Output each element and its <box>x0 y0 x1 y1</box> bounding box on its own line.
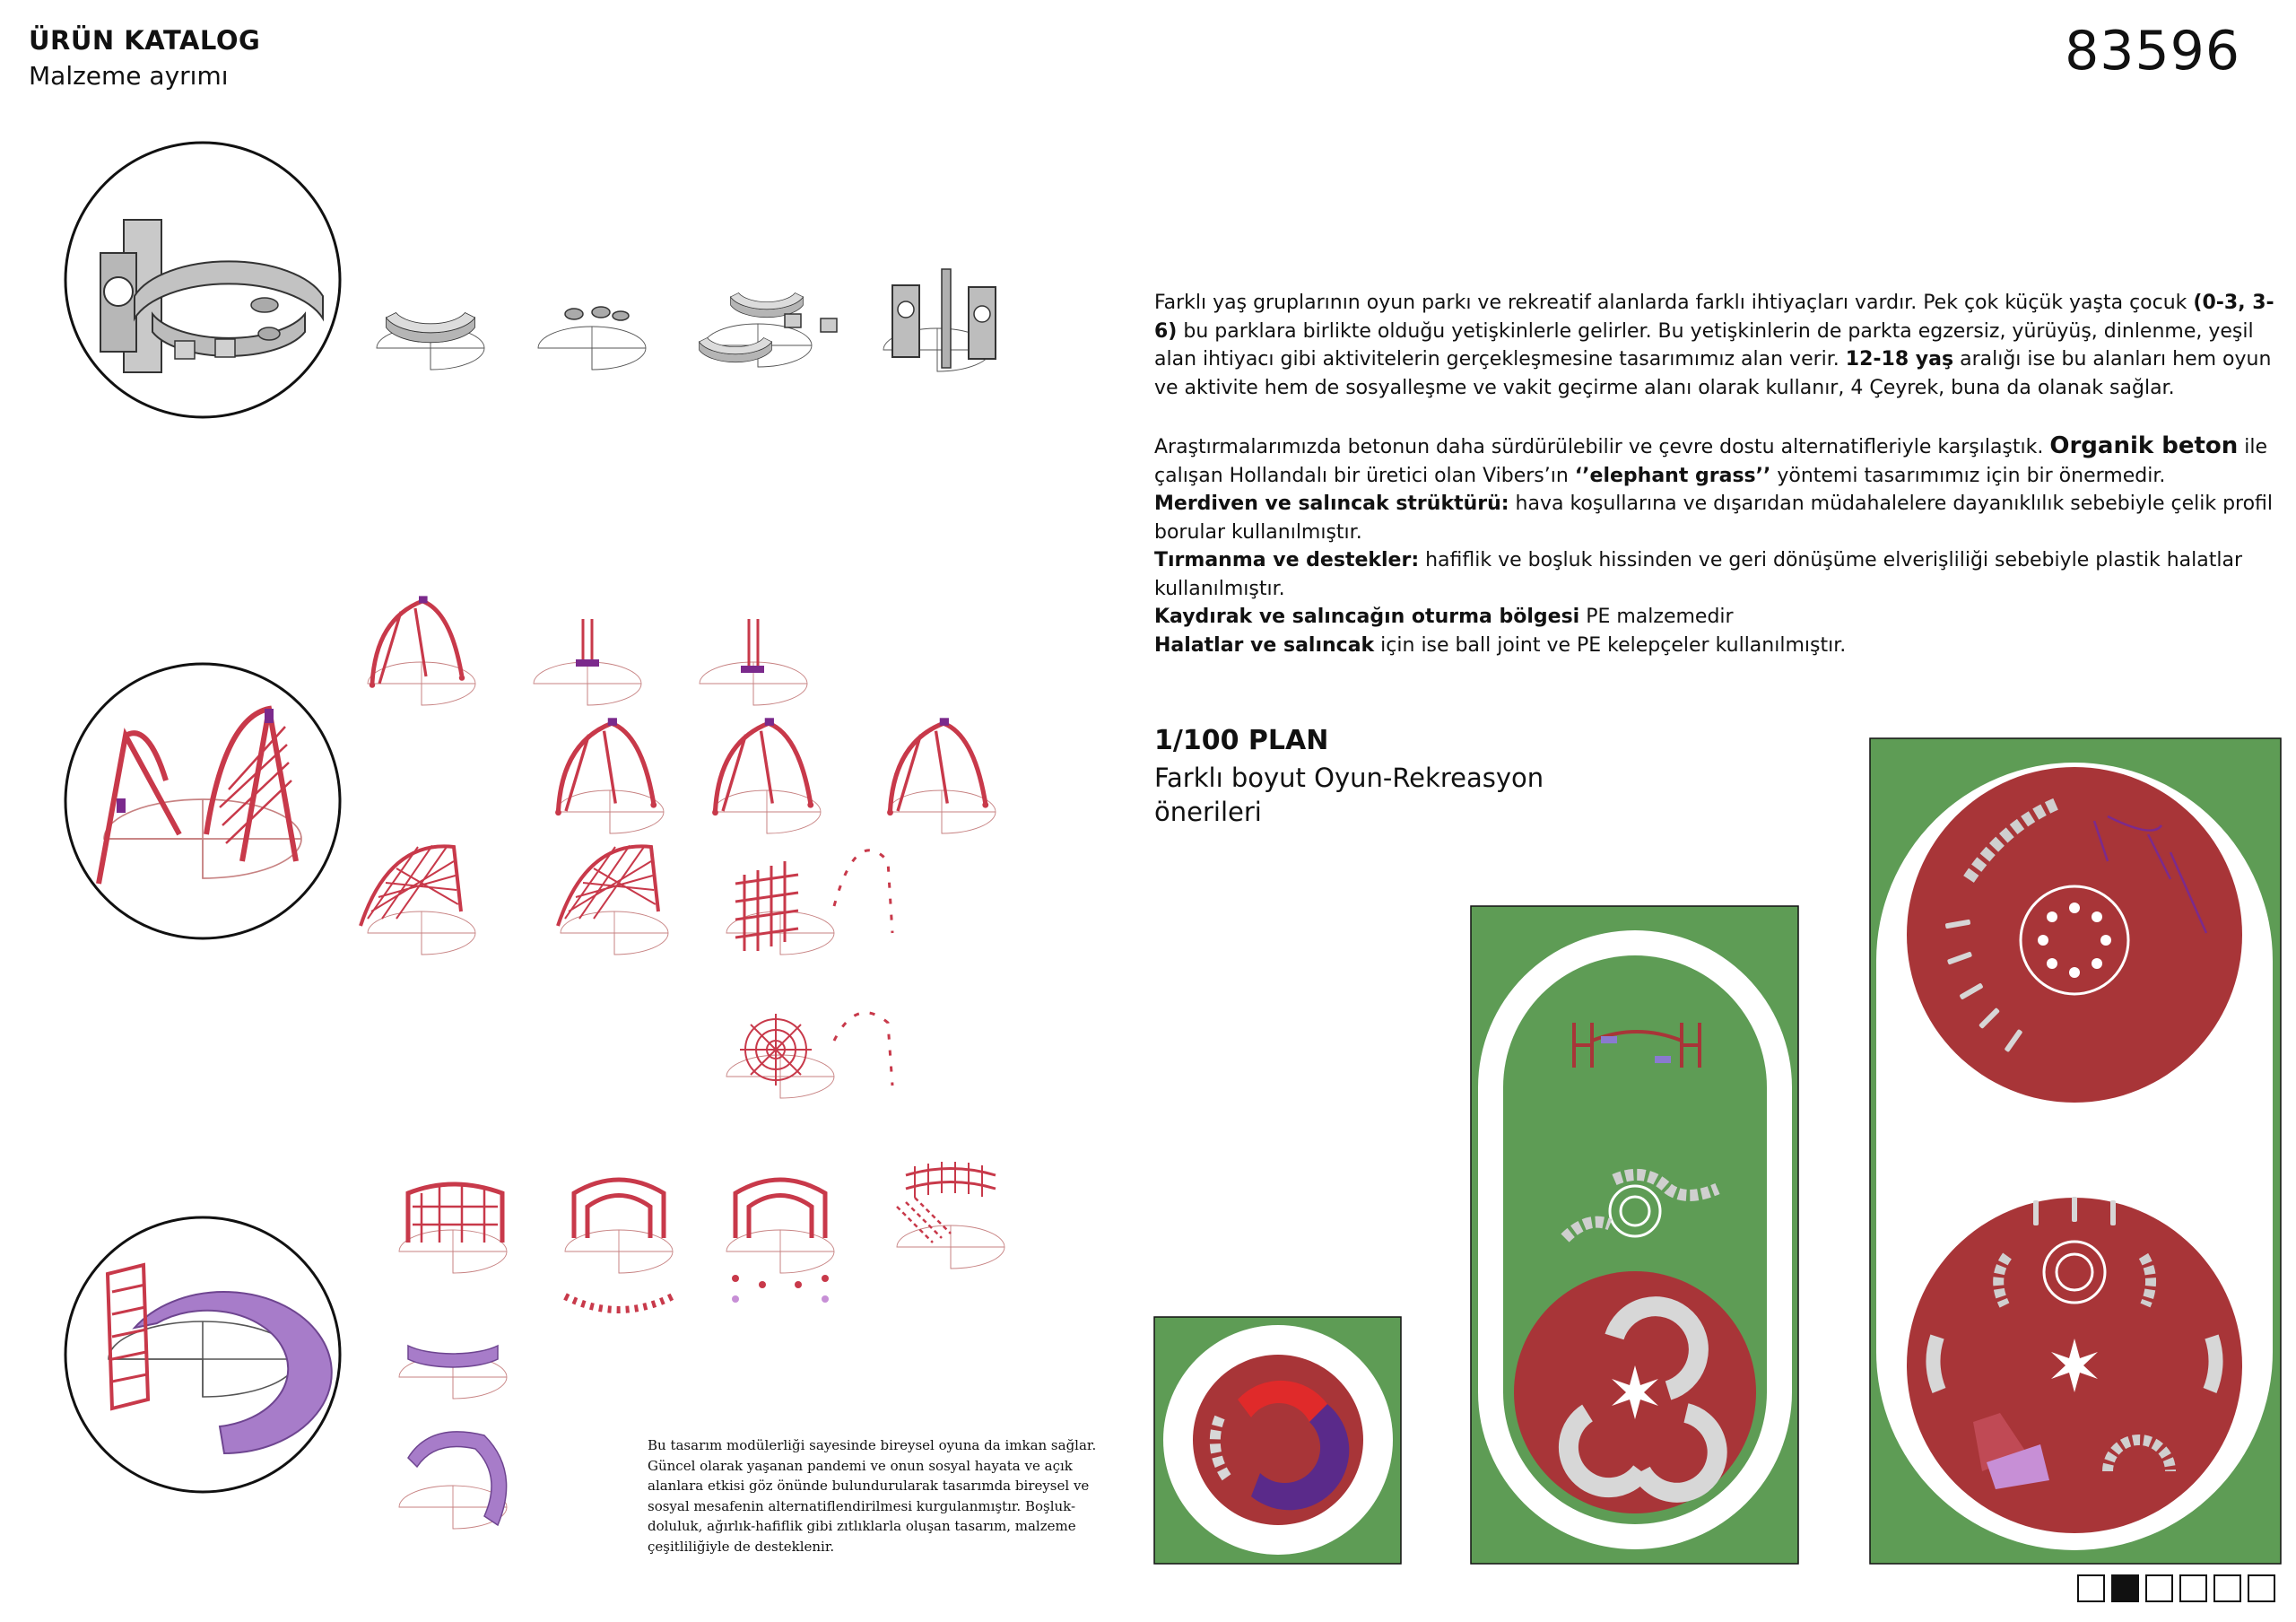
plan-large <box>1870 738 2281 1564</box>
page-box-6[interactable] <box>2248 1574 2275 1602</box>
steel-structure-group <box>65 596 996 1098</box>
intro-paragraph: Farklı yaş gruplarının oyun parkı ve rekreatif alanlarda farklı ihtiyaçları vardır. Pek çok küçük yaşta çocuk (0-3, 3-6) bu parklara birlikte olduğu yetişkinlerle gelirler. Bu yetişkinlerin de parkta egzersiz, yürüyüş, dinlenme, yeşil alan ihtiyacı gibi aktivitelerin gerçekleşmesine tasarımımız alan verir. 12-18 yaş aralığı ise bu alanları hem oyun ve aktivite hem de sosyalleşme ve vakit geçirme alanı olarak kullanır, 4 Çeyrek, buna da olanak sağlar. <box>1154 292 2274 399</box>
plan-subtitle: Farklı boyut Oyun-Rekreasyon önerileri <box>1154 763 1544 827</box>
sheet-number: 83596 <box>2065 20 2240 83</box>
plan-small <box>1154 1317 1401 1564</box>
modularity-note: Bu tasarım modülerliği sayesinde bireysel oyuna da imkan sağlar. Güncel olarak yaşanan pandemi ve onun sosyal hayata ve açık alanlara etkisi göz önünde bulundurularak tasarımda bireysel ve sosyal mesafenin alternatiflendirilmesi kurgulanmıştır. Boşluk-doluluk, ağırlık-hafiflik gibi zıtlıklarla oluşan tasarım, malzeme çeşitliliğiyle de desteklenir. <box>648 1437 1097 1555</box>
concrete-module-group <box>65 143 996 417</box>
research-paragraph: Araştırmalarımızda betonun daha sürdürülebilir ve çevre dostu alternatifleriyle karşılaştık. Organik beton ile çalışan Hollandalı bir üretici olan Vibers’ın ‘’elephant grass’’ yöntemi tasarımımız için bir önermedir. Merdiven ve salıncak strüktürü: hava koşullarına ve dışarıdan müdahalelere dayanıklılık sebebiyle çelik profil borular kullanılmıştır. Tırmanma ve destekler: hafiflik ve boşluk hissinden ve geri dönüşüme elverişliliği sebebiyle plastik halatlar kullanılmıştır. Kaydırak ve salıncağın oturma bölgesi PE malzemedir Halatlar ve salıncak için ise ball joint ve PE kelepçeler kullanılmıştır. <box>1154 432 2274 657</box>
plan-medium <box>1471 906 1798 1564</box>
page-box-5[interactable] <box>2213 1574 2241 1602</box>
page-box-3[interactable] <box>2145 1574 2173 1602</box>
page-box-2[interactable] <box>2111 1574 2139 1602</box>
page-box-4[interactable] <box>2179 1574 2207 1602</box>
page-box-1[interactable] <box>2077 1574 2105 1602</box>
page-subtitle: Malzeme ayrımı <box>29 61 229 91</box>
plan-title: 1/100 PLAN <box>1154 725 1329 756</box>
page-title: ÜRÜN KATALOG <box>29 25 261 56</box>
